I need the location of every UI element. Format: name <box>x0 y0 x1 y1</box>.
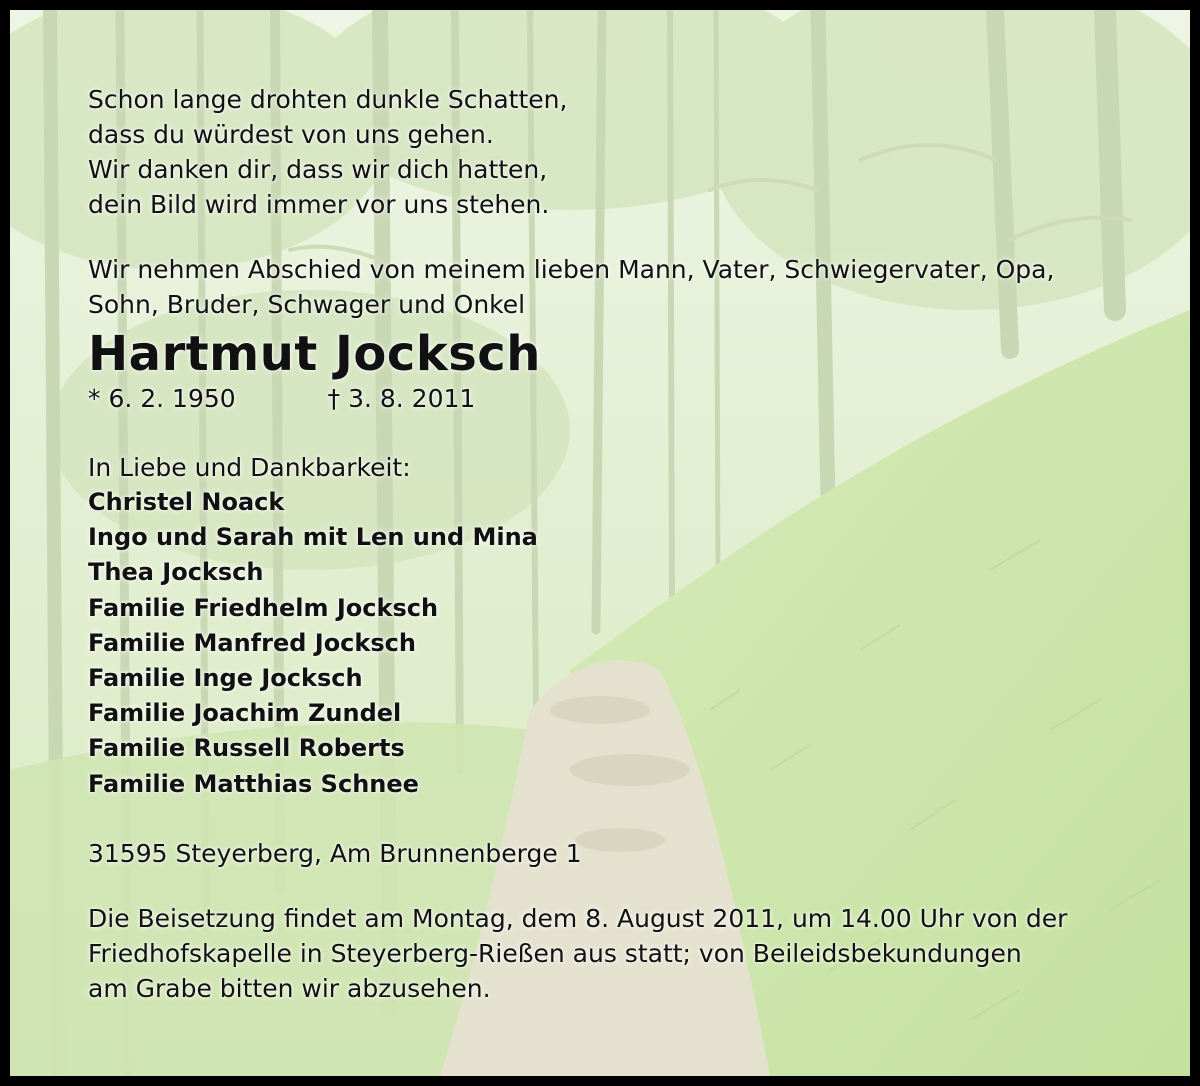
farewell-text <box>88 252 1168 322</box>
mourners-list <box>88 485 1168 802</box>
obituary-text <box>88 82 1168 1006</box>
funeral-notice <box>88 901 1168 1006</box>
death-date: † 3. 8. 2011 <box>327 384 476 413</box>
farewell-line: Wir nehmen Abschied von meinem lieben Mann, Vater, Schwiegervater, Opa, <box>88 255 1055 284</box>
mourner: Familie Russell Roberts <box>88 734 405 763</box>
farewell-line: Sohn, Bruder, Schwager und Onkel <box>88 290 526 319</box>
mourner: Ingo und Sarah mit Len und Mina <box>88 523 538 552</box>
poem-line: Schon lange drohten dunkle Schatten, <box>88 85 568 114</box>
life-dates <box>88 382 1168 416</box>
address: 31595 Steyerberg, Am Brunnenberge 1 <box>88 838 582 868</box>
mourner: Familie Matthias Schnee <box>88 769 419 798</box>
mourner: Familie Joachim Zundel <box>88 699 402 728</box>
deceased-name: Hartmut Jocksch <box>88 326 541 382</box>
poem-line: dein Bild wird immer vor uns stehen. <box>88 190 550 219</box>
mourner: Familie Friedhelm Jocksch <box>88 593 439 622</box>
mourner: Thea Jocksch <box>88 558 264 587</box>
birth-date: * 6. 2. 1950 <box>88 384 236 413</box>
poem-line: dass du würdest von uns gehen. <box>88 120 494 149</box>
mourner: Christel Noack <box>88 488 285 516</box>
poem <box>88 82 1168 222</box>
funeral-line: Die Beisetzung findet am Montag, dem 8. August 2011, um 14.00 Uhr von der <box>88 903 1068 933</box>
funeral-line: Friedhofskapelle in Steyerberg-Rießen aus statt; von Beileidsbekundungen <box>88 938 1022 968</box>
mourners-intro: In Liebe und Dankbarkeit: <box>88 453 411 482</box>
mourner: Familie Manfred Jocksch <box>88 628 416 657</box>
mourner: Familie Inge Jocksch <box>88 664 363 693</box>
poem-line: Wir danken dir, dass wir dich hatten, <box>88 155 548 184</box>
funeral-line: am Grabe bitten wir abzusehen. <box>88 973 491 1003</box>
